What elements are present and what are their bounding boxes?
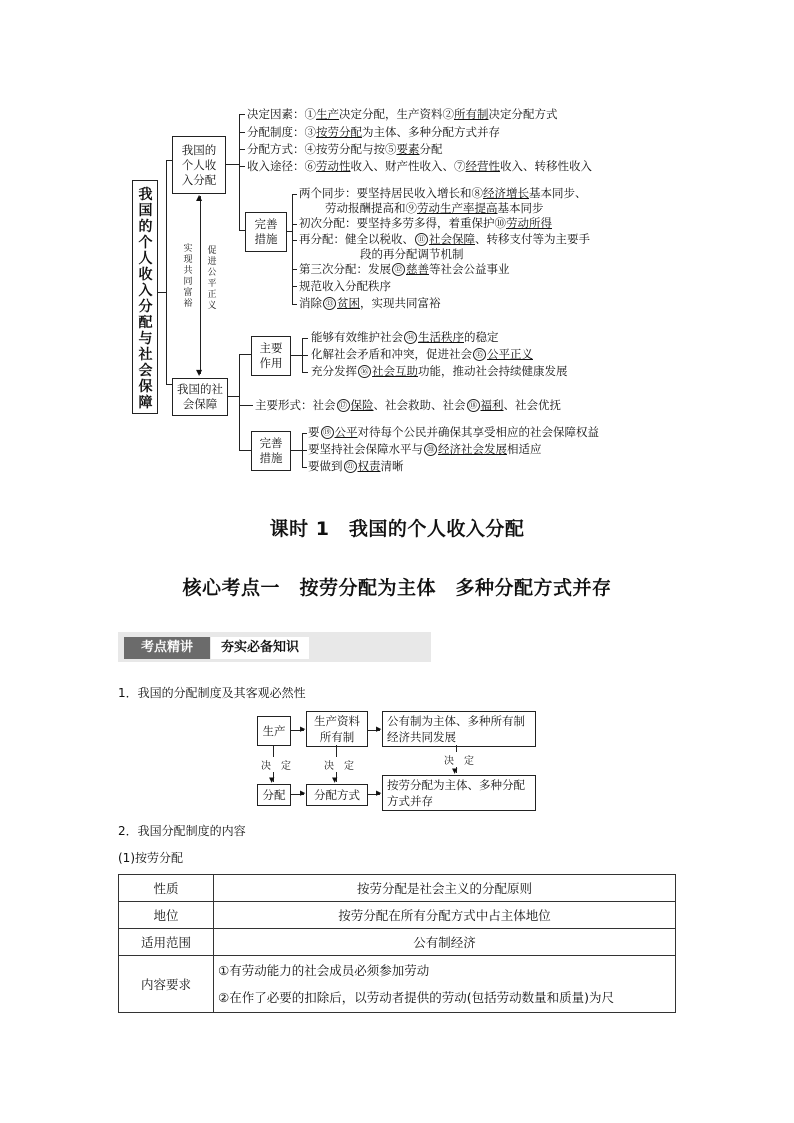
z-line-mutual: 充分发挥 ⑯ 社会互助功能，推动社会持续健康发展	[311, 364, 568, 378]
table-key: 适用范围	[119, 929, 214, 956]
w2-line-level: 要坚持社会保障水平与 ⑳ 经济社会发展相适应	[308, 442, 542, 456]
labor-distribution-table	[118, 874, 676, 1013]
table-key: 地位	[119, 902, 214, 929]
requirement-2: ②在作了必要的扣除后，以劳动者提供的劳动(包括劳动数量和质量)为尺	[218, 990, 614, 1005]
table-key: 内容要求	[119, 956, 214, 1013]
flow-label-3: 决 定	[443, 752, 475, 767]
flow-distribution: 分配	[257, 784, 291, 806]
b1-line-income: 收入途径：⑥劳动性收入、财产性收入、⑦经营性收入、转移性收入	[247, 159, 592, 173]
table-value: 按劳分配是社会主义的分配原则	[214, 875, 676, 902]
table-value	[214, 956, 676, 1013]
table-row	[119, 902, 676, 929]
box-main-function: 主要作用	[251, 336, 291, 376]
b2-line-form: 主要形式：社会 ⑰ 保险、社会救助、社会 ⑱ 福利、社会优抚	[255, 398, 561, 412]
table-value: 按劳分配在所有分配方式中占主体地位	[214, 902, 676, 929]
box-improve-measures-2: 完善措施	[251, 431, 291, 471]
z-line-justice: 化解社会矛盾和冲突，促进社会 ⑮ 公平正义	[311, 347, 533, 361]
flow-label-2: 决 定	[323, 757, 355, 772]
b1-line-decide: 决定因素：①生产决定分配，生产资料②所有制决定分配方式	[247, 107, 558, 121]
flow-labor-based: 按劳分配为主体、多种分配方式并存	[382, 775, 536, 811]
w1-line-redistribution-2: 段的再分配调节机制	[360, 247, 464, 261]
section-subtitle: 夯实必备知识	[211, 637, 309, 659]
flow-label-1: 决 定	[260, 757, 292, 772]
mindmap-root-label: 我国的个人收入分配与社会保障	[138, 187, 153, 411]
link-right-text: 促进公平正义	[207, 246, 217, 311]
mindmap-root	[132, 180, 158, 414]
flow-distribution-mode: 分配方式	[306, 784, 368, 806]
w1-line-third: 第三次分配：发展 ⑫ 慈善等社会公益事业	[299, 262, 510, 276]
item-2-subheading: (1)按劳分配	[118, 851, 183, 865]
flow-production: 生产	[257, 716, 291, 746]
table-key: 性质	[119, 875, 214, 902]
b1-line-system: 分配制度：③按劳分配为主体、多种分配方式并存	[247, 125, 500, 139]
table-row	[119, 956, 676, 1013]
w1-line-redistribution: 再分配：健全以税收、 ⑪ 社会保障、转移支付等为主要手	[299, 232, 590, 246]
link-arrow	[200, 196, 201, 374]
link-left-text: 实现共同富裕	[183, 244, 193, 309]
flow-public-ownership: 公有制为主体、多种所有制经济共同发展	[382, 711, 536, 747]
w1-line-poverty: 消除 ⑬ 贫困，实现共同富裕	[299, 296, 441, 310]
core-point-title: 核心考点一 按劳分配为主体 多种分配方式并存	[182, 577, 612, 599]
flow-ownership: 生产资料所有制	[306, 711, 368, 747]
w1-line-order: 规范收入分配秩序	[299, 279, 391, 293]
b1-line-method: 分配方式：④按劳分配与按⑤要素分配	[247, 142, 443, 156]
requirement-1: ①有劳动能力的社会成员必须参加劳动	[218, 963, 430, 978]
branch-social-security: 我国的社会保障	[172, 378, 228, 416]
table-row	[119, 875, 676, 902]
z-line-order: 能够有效维护社会 ⑭ 生活秩序的稳定	[311, 330, 499, 344]
w1-line-initial: 初次分配：要坚持多劳多得，着重保护⑩劳动所得	[299, 216, 552, 230]
item-1-heading: 1．我国的分配制度及其客观必然性	[118, 686, 306, 700]
lesson-title: 课时 1 我国的个人收入分配	[269, 518, 525, 540]
section-tag: 考点精讲	[124, 637, 210, 659]
w2-line-rights: 要做到 ㉑ 权责清晰	[308, 459, 404, 473]
table-row	[119, 929, 676, 956]
w2-line-fair: 要 ⑲ 公平对待每个公民并确保其享受相应的社会保障权益	[308, 425, 599, 439]
w1-line-sync: 两个同步：要坚持居民收入增长和⑧经济增长基本同步、	[299, 186, 587, 200]
w1-line-sync-2: 劳动报酬提高和⑨劳动生产率提高基本同步	[325, 201, 544, 215]
table-value: 公有制经济	[214, 929, 676, 956]
branch-personal-income: 我国的个人收入分配	[172, 136, 226, 194]
item-2-heading: 2．我国分配制度的内容	[118, 824, 246, 838]
box-improve-measures-1: 完善措施	[245, 212, 287, 252]
